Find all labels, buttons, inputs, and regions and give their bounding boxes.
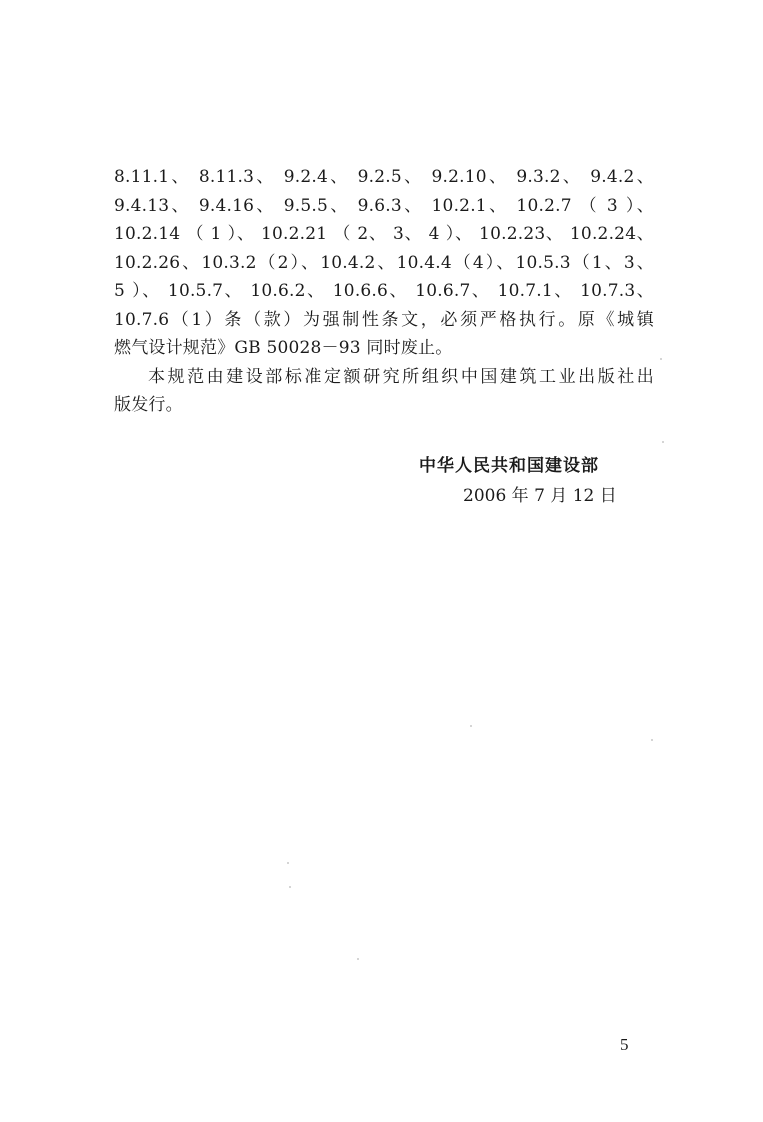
text-line: 10.2.26、10.3.2（2）、10.4.2、10.4.4（4）、10.5.3（1、3、: [114, 252, 654, 273]
scan-speck: [357, 958, 359, 960]
scan-speck: [651, 739, 653, 741]
scan-speck: [289, 886, 291, 888]
page-number: 5: [620, 1035, 629, 1054]
text-line: 燃气设计规范》GB 50028－93 同时废止。: [114, 338, 453, 358]
text-line: 9.4.13、 9.4.16、 9.5.5、 9.6.3、 10.2.1、 10.2.7 （ 3 ）、: [114, 195, 654, 216]
issue-date: 2006 年 7 月 12 日: [463, 486, 617, 506]
text-line: 10.7.6（1）条（款）为强制性条文，必须严格执行。原《城镇: [114, 309, 654, 330]
text-line: 版发行。: [114, 395, 183, 415]
text-line: 本规范由建设部标准定额研究所组织中国建筑工业出版社出: [148, 366, 654, 387]
scan-speck: [287, 862, 289, 864]
scan-speck: [662, 441, 664, 443]
text-line: 8.11.1、 8.11.3、 9.2.4、 9.2.5、 9.2.10、 9.3.2、 9.4.2、: [114, 167, 654, 187]
issuing-organization: 中华人民共和国建设部: [419, 456, 599, 476]
scan-speck: [470, 725, 472, 727]
scan-speck: [660, 358, 662, 360]
text-line: 5 ）、 10.5.7、 10.6.2、 10.6.6、 10.6.7、 10.7.1、 10.7.3、: [114, 281, 654, 301]
text-line: 10.2.14 （ 1 ）、 10.2.21 （ 2、 3、 4 ）、 10.2.23、 10.2.24、: [114, 224, 654, 244]
body-text: [114, 163, 654, 420]
